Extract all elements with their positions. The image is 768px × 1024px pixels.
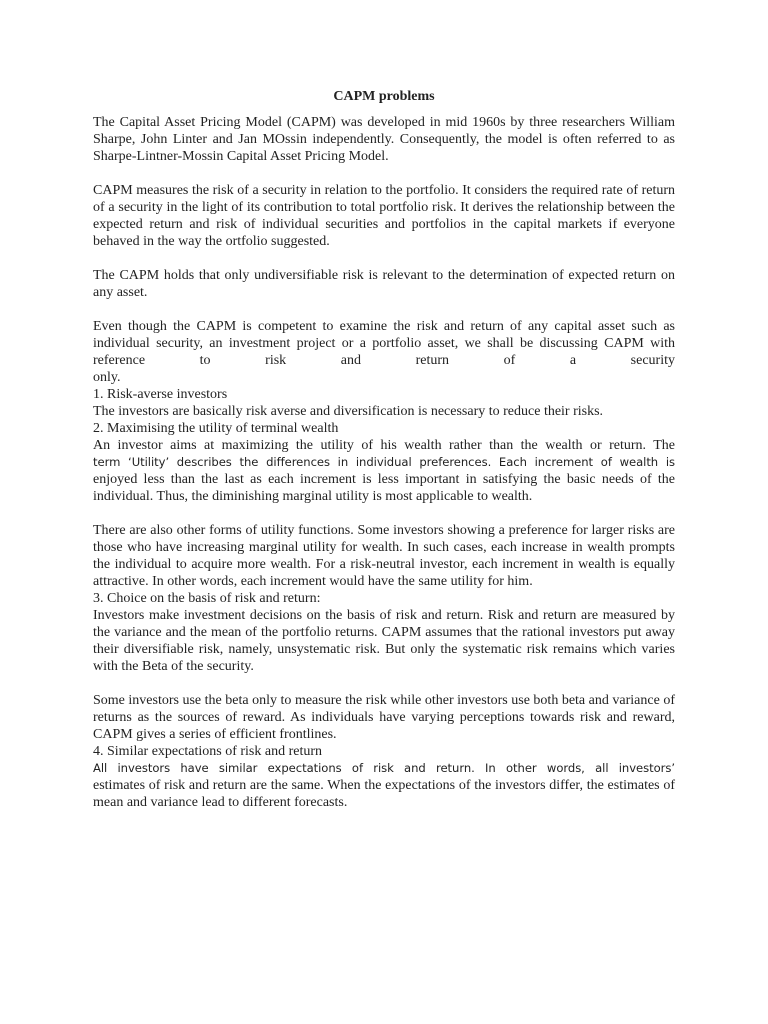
- section-body-3: Investors make investment decisions on the basis of risk and return. Risk and return are measured by the variance and the mean of the portfolio returns. CAPM assumes that the rational investors put away their diversifiable risk, namely, unsystematic risk. But only the systematic risk remains which varies with the Beta of the security.: [93, 608, 675, 674]
- section-body-4-line-1: All investors have similar expectations of risk and return. In other words, all investors’: [93, 761, 675, 775]
- section-body-2-line-1: An investor aims at maximizing the utility of his wealth rather than the wealth or return. The: [93, 438, 675, 453]
- intro-paragraph-4: Even though the CAPM is competent to examine the risk and return of any capital asset such as individual security, an investment project or a portfolio asset, we shall be discussing CAPM with reference to risk and return of a security: [93, 319, 675, 368]
- section-body-2-rest: enjoyed less than the last as each increment is less important in satisfying the basic needs of the individual. Thus, the diminishing marginal utility is most applicable to wealth.: [93, 472, 675, 504]
- intro-paragraph-4-end: only.: [93, 370, 121, 385]
- document-title: CAPM problems: [333, 89, 435, 104]
- intro-paragraph-1: The Capital Asset Pricing Model (CAPM) was developed in mid 1960s by three researchers William Sharpe, John Linter and Jan MOssin independently. Consequently, the model is often referred to as Sharpe-Lintner-Mossin Capital Asset Pricing Model.: [93, 115, 675, 164]
- section-heading-3: 3. Choice on the basis of risk and return:: [93, 591, 321, 606]
- section-body-4-rest: estimates of risk and return are the same. When the expectations of the investors differ, the estimates of mean and variance lead to different forecasts.: [93, 778, 675, 810]
- section-body-1: The investors are basically risk averse and diversification is necessary to reduce their risks.: [93, 404, 604, 419]
- section-body-2-line-2: term ‘Utility’ describes the differences in individual preferences. Each increment of wealth is: [93, 455, 675, 469]
- section-heading-2: 2. Maximising the utility of terminal wealth: [93, 421, 339, 436]
- intro-paragraph-3: The CAPM holds that only undiversifiable risk is relevant to the determination of expected return on any asset.: [93, 268, 675, 300]
- section-body-2-paragraph-2: There are also other forms of utility functions. Some investors showing a preference for larger risks are those who have increasing marginal utility for wealth. In such cases, each increase in wealth prompts the individual to acquire more wealth. For a risk-neutral investor, each increment in wealth is equally attractive. In other words, each increment would have the same utility for him.: [93, 523, 675, 589]
- section-heading-1: 1. Risk-averse investors: [93, 387, 228, 402]
- intro-paragraph-2: CAPM measures the risk of a security in relation to the portfolio. It considers the required rate of return of a security in the light of its contribution to total portfolio risk. It derives the relationship between the expected return and risk of individual securities and portfolios in the capital markets if everyone behaved in the way the ortfolio suggested.: [93, 183, 675, 249]
- section-body-3-paragraph-2: Some investors use the beta only to measure the risk while other investors use both beta and variance of returns as the sources of reward. As individuals have varying perceptions towards risk and reward, CAPM gives a series of efficient frontlines.: [93, 693, 675, 742]
- section-heading-4: 4. Similar expectations of risk and return: [93, 744, 322, 759]
- document-page: [93, 88, 675, 811]
